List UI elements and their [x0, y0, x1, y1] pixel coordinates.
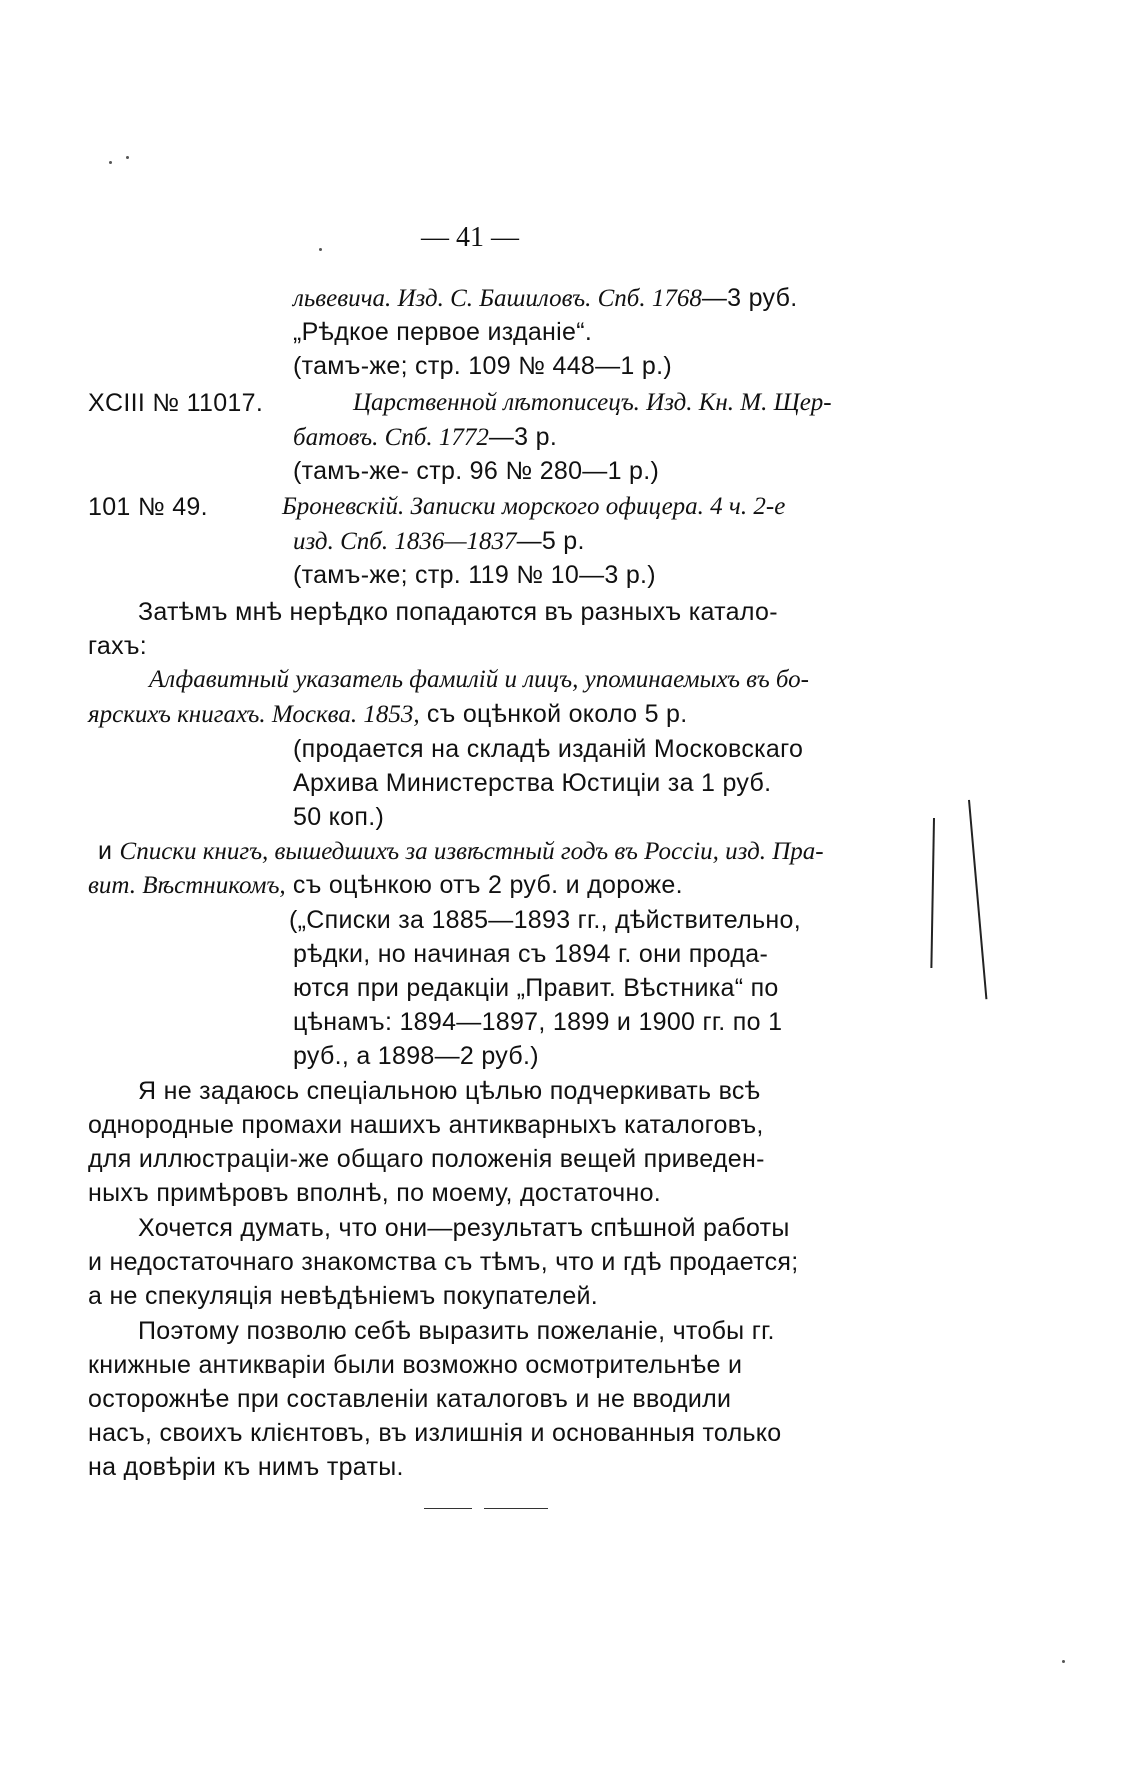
spiski-price: съ оцѣнкою отъ 2 руб. и дороже.	[285, 871, 683, 899]
alpha-price: съ оцѣнкой около 5 р.	[419, 700, 688, 728]
speck	[109, 161, 112, 164]
para1-line-1: Затѣмъ мнѣ нерѣдко попадаются въ разныхъ катало-	[138, 598, 778, 626]
para3-line-3: а не спекуляція невѣдѣніемъ покупателей.	[88, 1282, 599, 1310]
margin-mark-2	[968, 800, 987, 999]
para4-line-2: книжные антикваріи были возможно осмотрительнѣе и	[88, 1351, 743, 1379]
entry-title: батовъ. Спб. 1772	[293, 424, 489, 451]
entry-3-label: 101 № 49.	[88, 493, 208, 521]
spiski-note-line-5: руб., а 1898—2 руб.)	[293, 1042, 539, 1070]
speck	[126, 156, 129, 159]
entry-title: Броневскій. Записки морского офицера. 4 ч. 2-е	[282, 493, 786, 520]
spiski-line-2	[88, 871, 683, 900]
alpha-note-line-2: Архива Министерства Юстиціи за 1 руб.	[293, 769, 772, 797]
para1-line-2: гахъ:	[88, 632, 148, 660]
para4-line-3: осторожнѣе при составленіи каталоговъ и не вводили	[88, 1385, 732, 1413]
entry-1-line-3: (тамъ-же; стр. 109 № 448—1 р.)	[293, 352, 672, 380]
entry-price: —5 р.	[516, 527, 585, 555]
entry-price: —3 руб.	[701, 284, 798, 312]
speck	[319, 248, 322, 251]
alpha-line-2	[88, 700, 688, 729]
para2-line-2: однородные промахи нашихъ антикварныхъ каталоговъ,	[88, 1111, 764, 1139]
entry-title: изд. Спб. 1836—1837	[293, 528, 517, 555]
spiski-line-1	[98, 837, 824, 866]
spiski-note-line-3: ются при редакціи „Правит. Вѣстника“ по	[293, 974, 779, 1002]
para2-line-3: для иллюстраціи-же общаго положенія вещей приведен-	[88, 1145, 765, 1173]
spiski-title: вит. Вѣстникомъ,	[88, 872, 286, 899]
alpha-note-line-3: 50 коп.)	[293, 803, 385, 831]
para3-line-2: и недостаточнаго знакомства съ тѣмъ, что и гдѣ продается;	[88, 1248, 799, 1276]
entry-1-line-2: „Рѣдкое первое изданіе“.	[293, 318, 593, 346]
para2-line-4: ныхъ примѣровъ вполнѣ, по моему, достаточно.	[88, 1179, 662, 1207]
alpha-title: Алфавитный указатель фамилій и лицъ, упоминаемыхъ въ бо-	[149, 666, 809, 693]
entry-title: Царственной лѣтописецъ. Изд. Кн. М. Щер-	[353, 389, 832, 416]
entry-title: львевича. Изд. С. Башиловъ. Спб. 1768	[293, 285, 702, 312]
entry-1-line-1	[293, 284, 798, 313]
para4-line-5: на довѣріи къ нимъ траты.	[88, 1453, 404, 1481]
end-rule-right	[484, 1508, 548, 1509]
entry-2-line-1	[353, 389, 832, 417]
para4-line-4: насъ, своихъ клієнтовъ, въ излишнія и основанныя только	[88, 1419, 782, 1447]
entry-3-line-2	[293, 527, 585, 556]
entry-price: —3 р.	[488, 423, 558, 451]
spiski-title: Списки книгъ, вышедшихъ за извѣстный годъ въ Россіи, изд. Пра-	[119, 838, 824, 865]
alpha-note-line-1: (продается на складѣ изданій Московскаго	[293, 735, 804, 763]
entry-3-line-1	[282, 493, 785, 521]
spiski-conj: и	[98, 837, 120, 865]
para4-line-1: Поэтому позволю себѣ выразить пожеланіе, чтобы гг.	[138, 1317, 775, 1345]
entry-2-label: XCIII № 11017.	[88, 389, 264, 417]
spiski-note-line-4: цѣнамъ: 1894—1897, 1899 и 1900 гг. по 1	[293, 1008, 783, 1036]
para3-line-1: Хочется думать, что они—результатъ спѣшной работы	[138, 1214, 790, 1242]
margin-mark-1	[930, 818, 935, 968]
entry-2-line-2	[293, 423, 557, 452]
alpha-line-1	[149, 666, 809, 694]
speck	[1062, 1660, 1065, 1663]
para2-line-1: Я не задаюсь спеціальною цѣлью подчеркивать всѣ	[138, 1077, 761, 1105]
entry-2-line-3: (тамъ-же- стр. 96 № 280—1 р.)	[293, 457, 660, 485]
end-rule-left	[424, 1508, 472, 1509]
spiski-note-line-1: („Списки за 1885—1893 гг., дѣйствительно,	[289, 906, 801, 934]
entry-3-line-3: (тамъ-же; стр. 119 № 10—3 р.)	[293, 561, 656, 589]
page-number: — 41 —	[421, 222, 519, 253]
spiski-note-line-2: рѣдки, но начиная съ 1894 г. они прода-	[293, 940, 769, 968]
alpha-title: ярскихъ книгахъ. Москва. 1853,	[88, 701, 420, 728]
